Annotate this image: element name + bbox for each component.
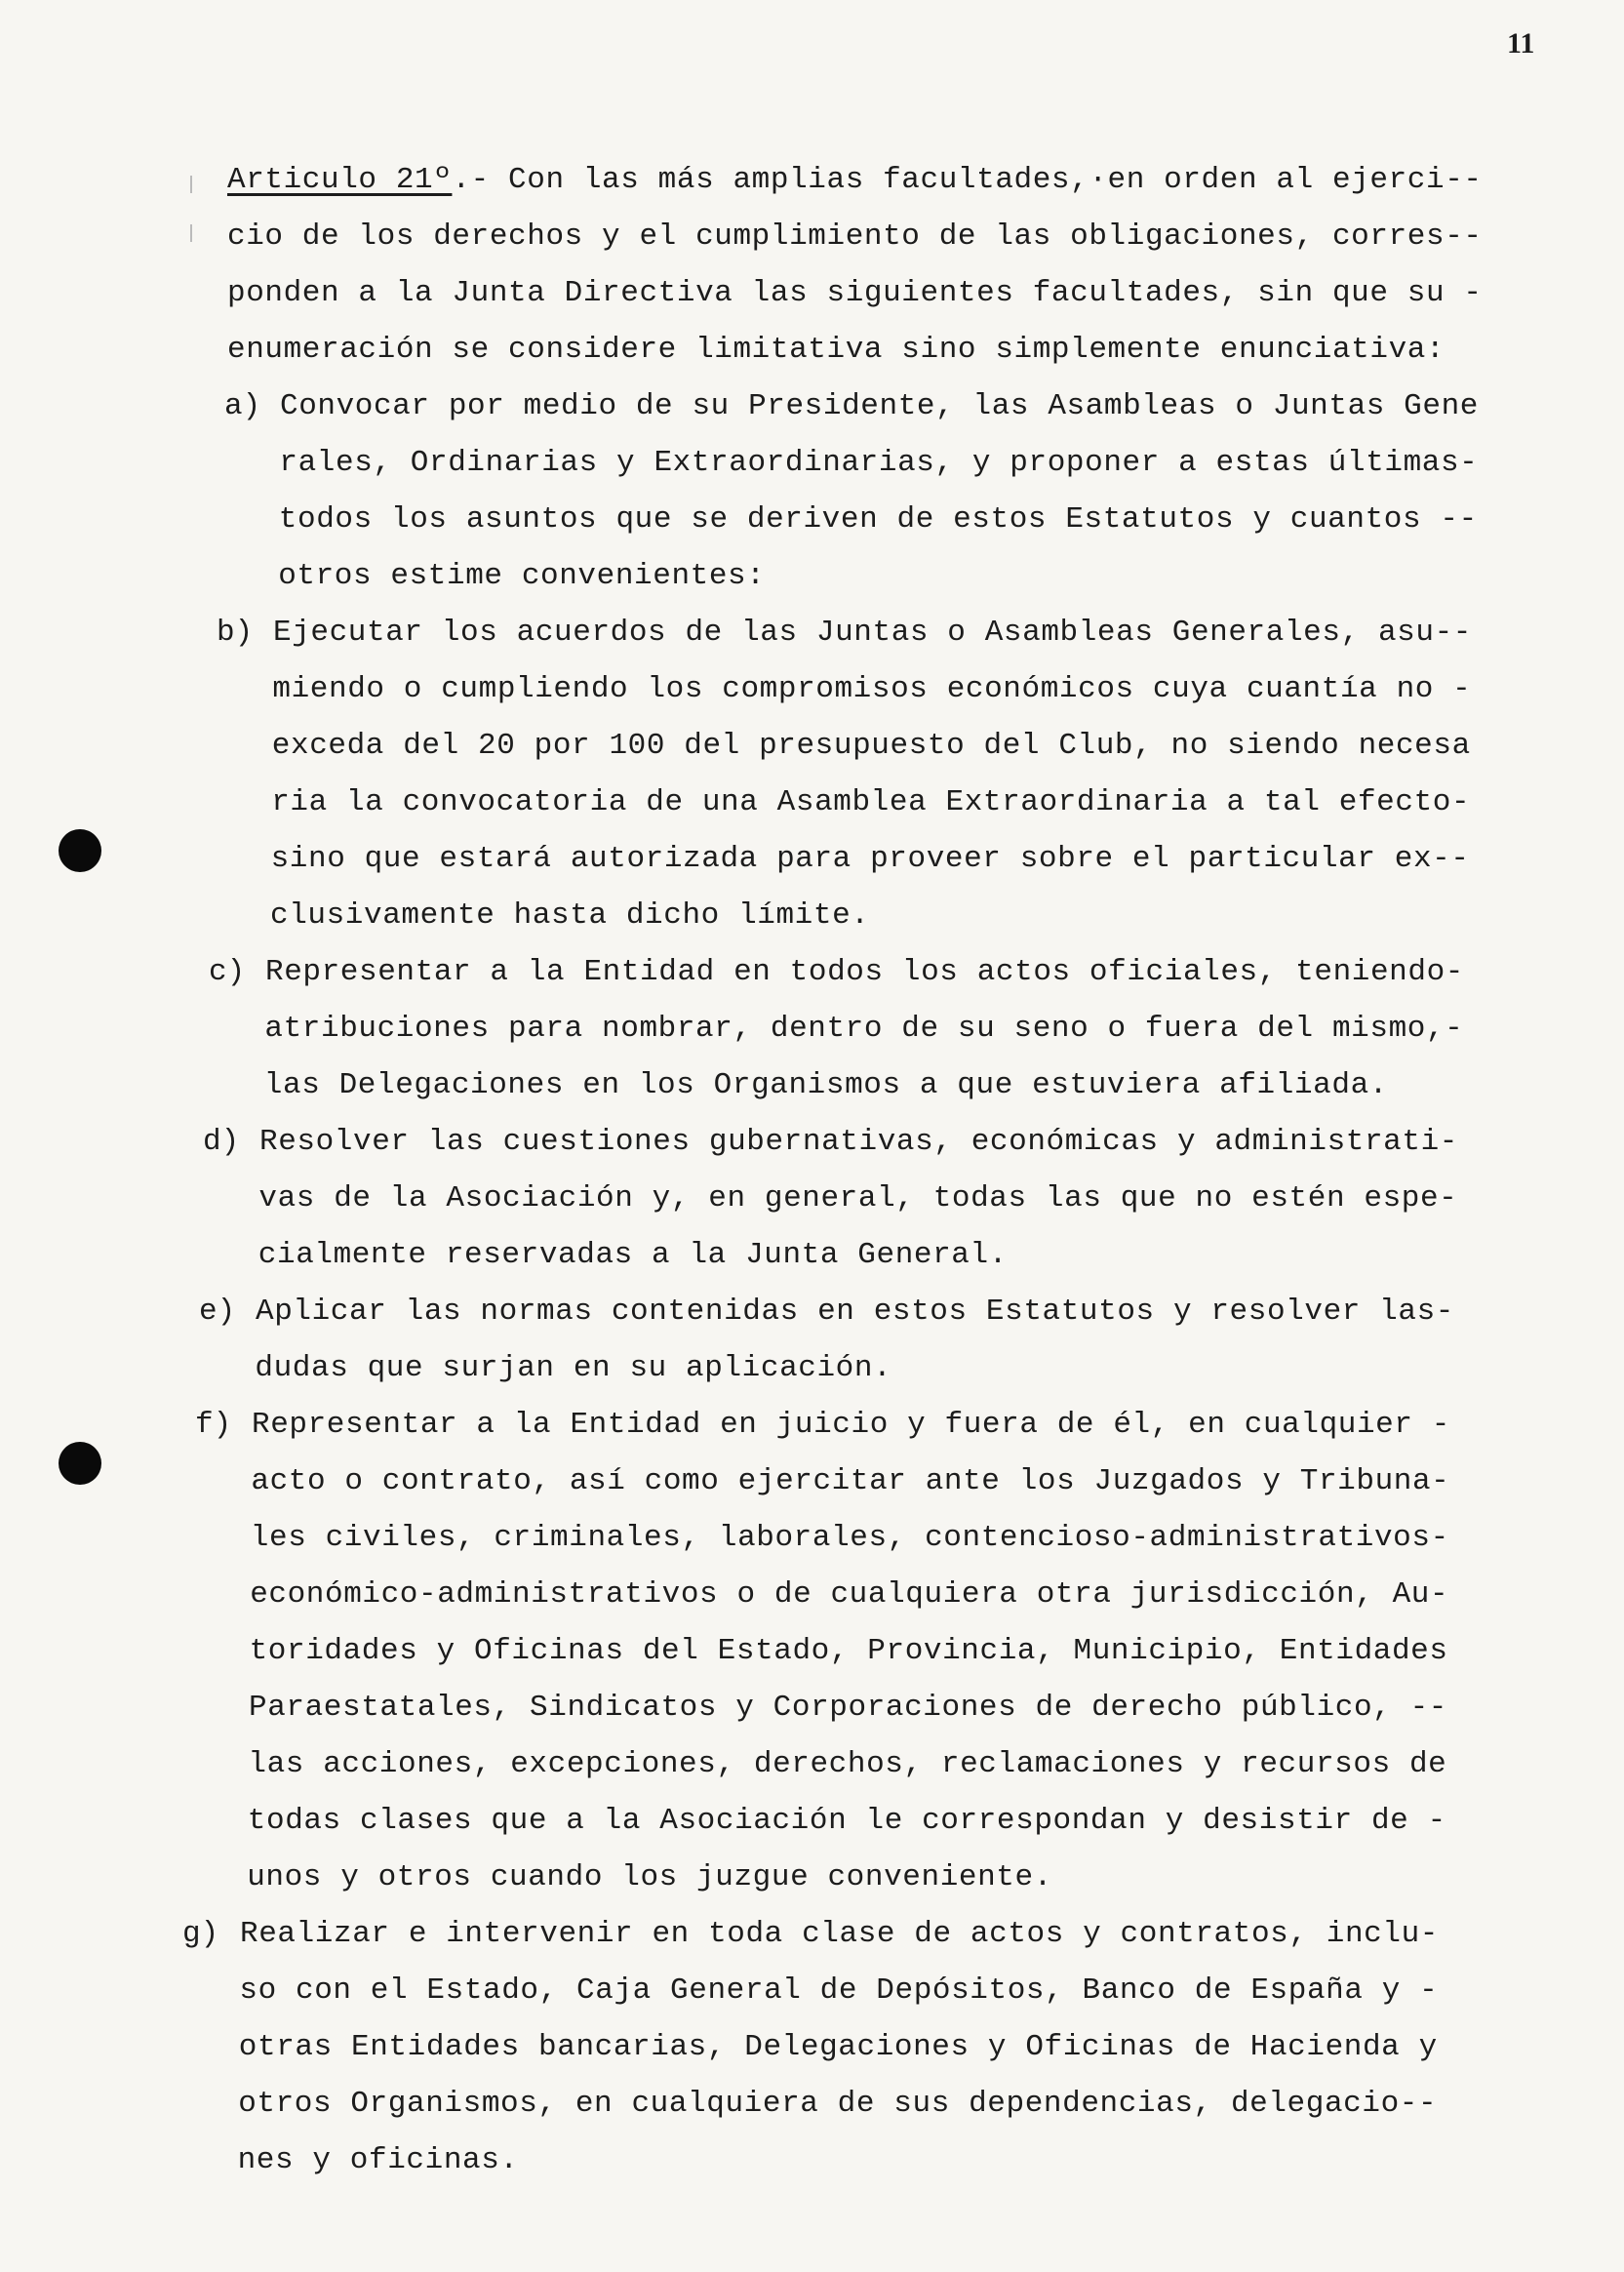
item-text-line: toridades y Oficinas del Estado, Provincia, Municipio, Entidades	[249, 1634, 1448, 1668]
item-text-line: otras Entidades bancarias, Delegaciones y Oficinas de Hacienda y	[238, 2030, 1438, 2064]
page-number: 11	[1507, 27, 1535, 60]
item-text-line: rales, Ordinarias y Extraordinarias, y proponer a estas últimas-	[279, 446, 1479, 480]
item-text-line: económico-administrativos o de cualquiera otra jurisdicción, Au-	[250, 1577, 1449, 1612]
item-label: e)	[199, 1295, 236, 1329]
article-text: .- Con las más amplias facultades,·en orden al ejerci--	[452, 163, 1483, 197]
item-text-line: dudas que surjan en su aplicación.	[255, 1351, 892, 1385]
item-text-line: clusivamente hasta dicho límite.	[270, 898, 870, 933]
punch-hole	[59, 1442, 101, 1485]
item-label: g)	[182, 1917, 219, 1951]
margin-mark	[190, 224, 192, 242]
item-text-line: otros Organismos, en cualquiera de sus dependencias, delegacio--	[238, 2087, 1438, 2121]
item-text-line: vas de la Asociación y, en general, todas las que no estén espe-	[258, 1181, 1458, 1216]
item-label: b)	[217, 616, 254, 650]
item-text-line: sino que estará autorizada para proveer sobre el particular ex--	[270, 842, 1470, 876]
item-text-line: Resolver las cuestiones gubernativas, económicas y administrati-	[259, 1125, 1458, 1159]
punch-hole	[59, 829, 101, 872]
item-label: d)	[203, 1125, 240, 1159]
item-text-line: las acciones, excepciones, derechos, reclamaciones y recursos de	[248, 1747, 1447, 1781]
item-text-line: Ejecutar los acuerdos de las Juntas o Asambleas Generales, asu--	[273, 616, 1472, 650]
item-text-line: las Delegaciones en los Organismos a que estuviera afiliada.	[263, 1068, 1388, 1102]
margin-mark	[190, 176, 192, 193]
item-label: c)	[209, 955, 246, 989]
item-label: a)	[224, 389, 261, 423]
item-text-line: les civiles, criminales, laborales, contencioso-administrativos-	[250, 1521, 1449, 1555]
item-text-line: unos y otros cuando los juzgue conveniente.	[247, 1860, 1052, 1894]
item-label: f)	[195, 1408, 232, 1442]
item-text-line: exceda del 20 por 100 del presupuesto del Club, no siendo necesa	[271, 729, 1471, 763]
item-text-line: Paraestatales, Sindicatos y Corporaciones de derecho público, --	[249, 1691, 1447, 1725]
item-text-line: nes y oficinas.	[237, 2143, 519, 2177]
item-text-line: todas clases que a la Asociación le correspondan y desistir de -	[247, 1804, 1446, 1838]
article-intro-line: enumeración se considere limitativa sino simplemente enunciativa:	[227, 333, 1446, 367]
item-text-line: todos los asuntos que se deriven de estos Estatutos y cuantos --	[278, 502, 1478, 537]
article-heading-line	[227, 152, 1483, 209]
item-text-line: Realizar e intervenir en toda clase de actos y contratos, inclu-	[240, 1917, 1439, 1951]
item-text-line: so con el Estado, Caja General de Depósitos, Banco de España y -	[239, 1973, 1439, 2008]
item-text-line: miendo o cumpliendo los compromisos económicos cuya cuantía no -	[272, 672, 1472, 706]
item-text-line: cialmente reservadas a la Junta General.	[257, 1238, 1008, 1272]
item-text-line: Representar a la Entidad en juicio y fuera de él, en cualquier -	[252, 1408, 1450, 1442]
item-text-line: acto o contrato, así como ejercitar ante los Juzgados y Tribuna-	[251, 1464, 1450, 1498]
item-text-line: otros estime convenientes:	[278, 559, 766, 593]
item-text-line: Convocar por medio de su Presidente, las Asambleas o Juntas Gene	[280, 389, 1479, 423]
item-text-line: Aplicar las normas contenidas en estos Estatutos y resolver las-	[256, 1295, 1454, 1329]
item-text-line: atribuciones para nombrar, dentro de su seno o fuera del mismo,-	[264, 1012, 1464, 1046]
article-intro-line: cio de los derechos y el cumplimiento de las obligaciones, corres--	[227, 219, 1483, 254]
article-intro-line: ponden a la Junta Directiva las siguientes facultades, sin que su -	[227, 276, 1483, 310]
article-title: Articulo 21º	[227, 163, 453, 197]
item-text-line: Representar a la Entidad en todos los actos oficiales, teniendo-	[265, 955, 1464, 989]
item-text-line: ria la convocatoria de una Asamblea Extraordinaria a tal efecto-	[271, 785, 1471, 819]
